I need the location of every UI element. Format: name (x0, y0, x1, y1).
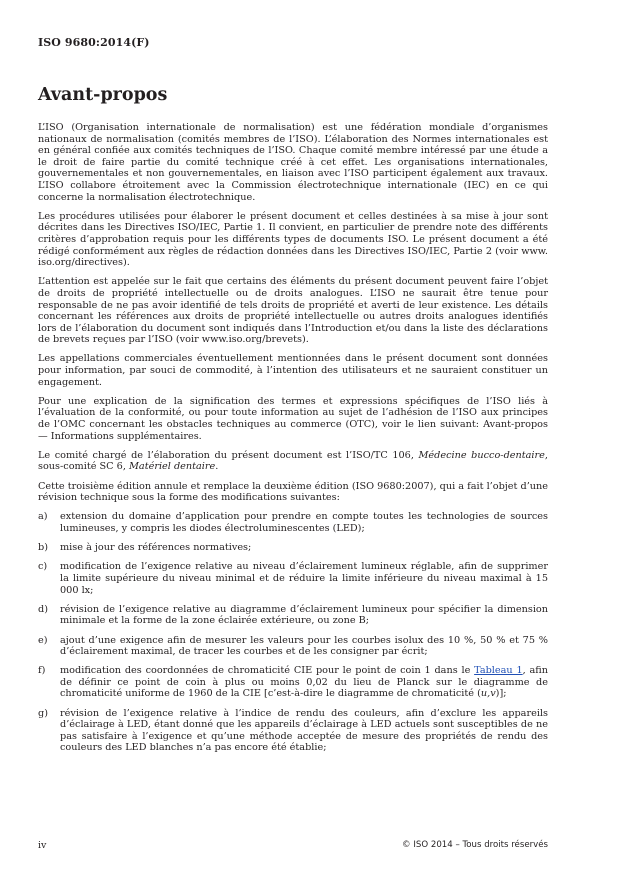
committee-text-2: , sous-comité SC 6, (38, 449, 548, 473)
paragraph-patent-rights: L’attention est appelée sur le fait que certains des éléments du présent document peuvent faire l’objet de droits de propriété intellectuelle ou de droits analogues. L’ISO ne saurait être tenue pour responsable de ne pas avoir identifié de tels droits de propriété et averti de leur existence. Les détails concernant les références aux droits de propriété intellectuelle ou autres droits analogues identifiés lors de l’élaboration du document sont indiqués dans l’Introduction et/ou dans la liste des déclarations de brevets reçues par l’ISO (voir www.iso.org/brevets). (38, 276, 548, 346)
list-item-label: f) (38, 665, 46, 677)
list-item (38, 665, 548, 700)
list-item (38, 708, 548, 754)
list-item-label: b) (38, 542, 48, 554)
foreword-body (38, 122, 548, 762)
committee-name: Médecine bucco-dentaire (418, 449, 545, 461)
list-item-label: g) (38, 707, 48, 719)
section-title: Avant-propos (38, 85, 168, 105)
list-item-text-part: modification des coordonnées de chromaticité CIE pour le point de coin 1 dans le (60, 665, 475, 677)
list-item-text: extension du domaine d’application pour prendre en compte toutes les technologies de sources lumineuses, y compris les diodes électroluminescentes (LED); (60, 511, 548, 534)
list-item-label: d) (38, 603, 48, 615)
paragraph-edition: Cette troisième édition annule et remplace la deuxième édition (ISO 9680:2007), qui a fait l’objet d’une révision technique sous la forme des modifications suivantes: (38, 480, 548, 504)
page-number: iv (38, 840, 47, 851)
list-item (38, 635, 548, 658)
paragraph-iso-intro: L’ISO (Organisation internationale de normalisation) est une fédération mondiale d’organismes nationaux de normalisation (comités membres de l’ISO). L’élaboration des Normes internationales est en général confiée aux comités techniques de l’ISO. Chaque comité membre intéressé par une étude a le droit de faire partie du comité technique créé à cet effet. Les organisations internationales, gouvernementales et non gouvernementales, en liaison avec l’ISO participent également aux travaux. L’ISO collabore étroitement avec la Commission électrotechnique internationale (IEC) en ce qui concerne la normalisation électrotechnique. (38, 122, 548, 203)
paragraph-committee (38, 450, 548, 473)
committee-text-1: Le comité chargé de l’élaboration du présent document est l’ISO/TC 106, (38, 449, 419, 461)
subcommittee-name: Matériel dentaire (129, 461, 216, 473)
list-item-label: c) (38, 561, 48, 573)
copyright-notice: © ISO 2014 – Tous droits réservés (402, 840, 548, 850)
list-item-text-part: , afin de définir ce point de coin à plus ou moins 0,02 du lieu de Planck sur le diagramme de chromaticité uniforme de 1960 de la CIE [c’est-à-dire le diagramme de chromaticité ( (60, 665, 549, 700)
paragraph-procedures: Les procédures utilisées pour élaborer le présent document et celles destinées à sa mise à jour sont décrites dans les Directives ISO/IEC, Partie 1. Il convient, en particulier de prendre note des différents critères d’approbation requis pour les différents types de documents ISO. Le présent document a été rédigé conformément aux règles de rédaction données dans les Directives ISO/IEC, Partie 2 (voir www. iso.org/directives). (38, 210, 548, 269)
list-item-text: ajout d’une exigence afin de mesurer les valeurs pour les courbes isolux des 10 %, 50 % et 75 % d’éclairement maximal, de tracer les courbes et de les consigner par écrit; (60, 634, 548, 658)
list-item-text: modification de l’exigence relative au niveau d’éclairement lumineux réglable, afin de supprimer la limite supérieure du niveau minimal et de réduire la limite inférieure du niveau maximal à 15 000 lx; (60, 561, 548, 596)
document-identifier: ISO 9680:2014(F) (38, 36, 150, 49)
paragraph-conformity: Pour une explication de la signification des termes et expressions spécifiques de l’ISO liés à l’évaluation de la conformité, ou pour toute information au sujet de l’adhésion de l’ISO aux principes de l’OMC concernant les obstacles techniques au commerce (OTC), voir le lien suivant: Avant-propos — Informations supplémentaires. (38, 395, 548, 442)
changes-list (38, 511, 548, 754)
table-1-link[interactable]: Tableau 1 (474, 665, 523, 677)
list-item-label: e) (38, 634, 48, 646)
list-item-label: a) (38, 511, 48, 523)
list-item (38, 604, 548, 627)
list-item (38, 511, 548, 534)
list-item (38, 542, 548, 554)
chromaticity-coordinates: u,v (480, 688, 496, 700)
paragraph-trade-names: Les appellations commerciales éventuellement mentionnées dans le présent document sont données pour information, par souci de commodité, à l’intention des utilisateurs et ne sauraient constituer un engagement. (38, 353, 548, 388)
list-item-text: mise à jour des références normatives; (60, 542, 252, 554)
list-item (38, 561, 548, 596)
list-item-text: révision de l’exigence relative à l’indice de rendu des couleurs, afin d’exclure les appareils d’éclairage à LED, étant donné que les appareils d’éclairage à LED actuels sont susceptibles de ne pas satisfaire à l’exigence et qu’une méthode acceptée de mesure des propriétés de rendu des couleurs des LED blanches n’a pas encore été établie; (60, 707, 548, 754)
committee-text-3: . (215, 461, 219, 473)
list-item-text-part: )]; (495, 688, 507, 700)
list-item-text: révision de l’exigence relative au diagramme d’éclairement lumineux pour spécifier la dimension minimale et la forme de la zone éclairée extérieure, ou zone B; (60, 603, 548, 627)
